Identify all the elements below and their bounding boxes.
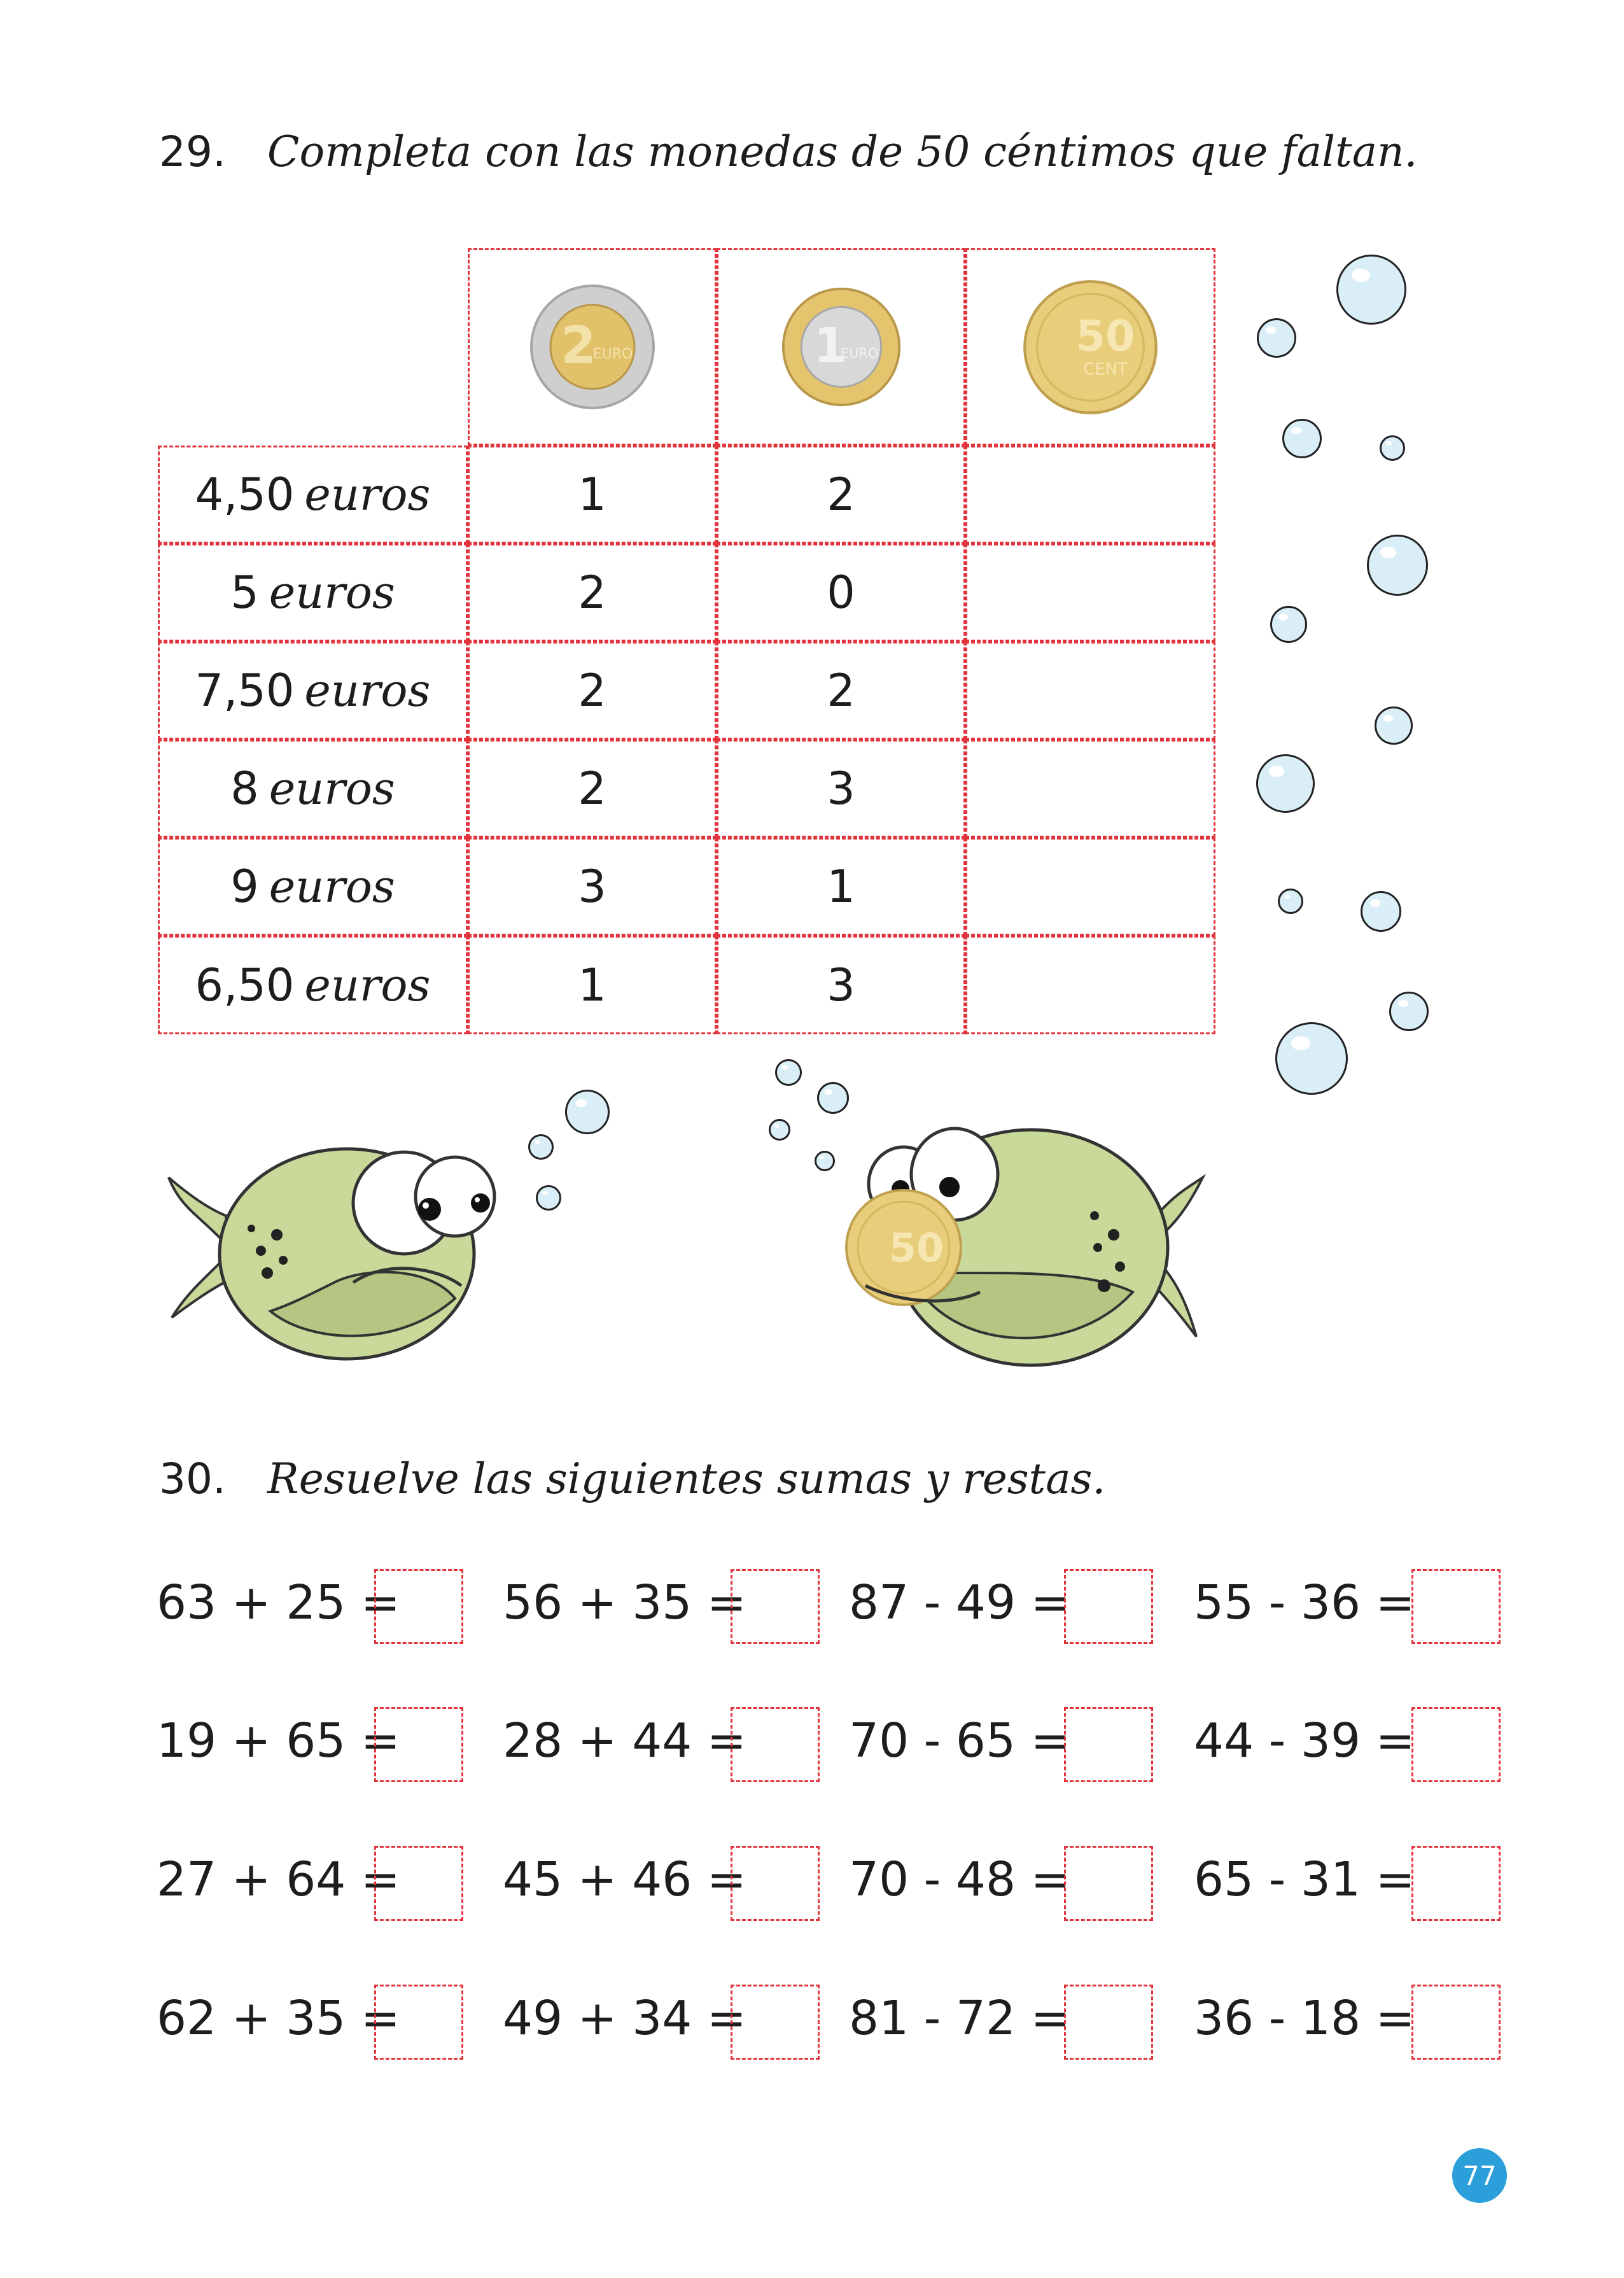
bubble-icon	[536, 1185, 561, 1211]
answer-box[interactable]	[731, 1707, 820, 1782]
amount-cell	[158, 446, 468, 544]
amount-unit: euros	[304, 664, 431, 717]
answer-box[interactable]	[374, 1985, 463, 2060]
two-euro-count-cell: 1	[468, 936, 717, 1034]
operation-text: 19 + 65 =	[157, 1713, 400, 1768]
fifty-cent-answer-cell[interactable]	[965, 740, 1215, 838]
operation-text: 56 + 35 =	[503, 1575, 746, 1630]
answer-box[interactable]	[731, 1846, 820, 1921]
answer-box[interactable]	[374, 1707, 463, 1782]
one-euro-count-cell: 0	[717, 544, 965, 642]
answer-box[interactable]	[1411, 1707, 1501, 1782]
fish-right-icon	[815, 1082, 1222, 1381]
amount-cell	[158, 740, 468, 838]
answer-box[interactable]	[1064, 1569, 1153, 1644]
bubble-icon	[1270, 606, 1307, 643]
bubble-icon	[1257, 318, 1296, 358]
fifty-cent-coin-icon	[1022, 279, 1159, 416]
two-euro-count-cell: 3	[468, 838, 717, 936]
operation-text: 62 + 35 =	[157, 1991, 400, 2046]
one-euro-count-cell: 1	[717, 838, 965, 936]
exercise-29-title	[159, 127, 1418, 176]
amount-unit: euros	[304, 959, 431, 1011]
answer-box[interactable]	[374, 1569, 463, 1644]
coin-value-label: 2	[560, 316, 596, 375]
bubble-icon	[1375, 707, 1413, 745]
coin-unit-label: EURO	[840, 346, 878, 362]
amount-value: 7,50	[195, 664, 295, 717]
amount-unit: euros	[269, 566, 395, 619]
operation-text: 27 + 64 =	[157, 1852, 400, 1907]
operation-text: 44 - 39 =	[1194, 1713, 1415, 1768]
two-euro-count-cell: 2	[468, 544, 717, 642]
answer-box[interactable]	[1064, 1846, 1153, 1921]
page-number-badge: 77	[1452, 2148, 1507, 2203]
fifty-cent-answer-cell[interactable]	[965, 642, 1215, 740]
operation-text: 65 - 31 =	[1194, 1852, 1415, 1907]
answer-box[interactable]	[731, 1569, 820, 1644]
bubble-icon	[1275, 1022, 1348, 1095]
bubble-icon	[1380, 435, 1405, 461]
coin-value-label: 50	[1075, 311, 1135, 361]
fifty-cent-answer-cell[interactable]	[965, 936, 1215, 1034]
operation-text: 45 + 46 =	[503, 1852, 746, 1907]
bubble-icon	[1278, 889, 1303, 914]
exercise-30-title	[159, 1454, 1105, 1503]
bubble-icon	[1256, 754, 1315, 813]
bubble-icon	[1367, 535, 1428, 596]
fifty-cent-answer-cell[interactable]	[965, 544, 1215, 642]
answer-box[interactable]	[374, 1846, 463, 1921]
coin-value-label: 1	[813, 316, 847, 374]
one-euro-count-cell: 3	[717, 936, 965, 1034]
amount-value: 6,50	[195, 959, 295, 1011]
amount-cell	[158, 544, 468, 642]
answer-box[interactable]	[1064, 1707, 1153, 1782]
operation-text: 70 - 48 =	[849, 1852, 1070, 1907]
coin-header-1-euro	[717, 248, 965, 446]
one-euro-coin-icon	[781, 286, 902, 407]
bubble-icon	[565, 1090, 610, 1134]
fifty-cent-answer-cell[interactable]	[965, 838, 1215, 936]
fish-left-icon	[156, 1107, 512, 1362]
amount-value: 4,50	[195, 468, 295, 521]
two-euro-count-cell: 1	[468, 446, 717, 544]
amount-value: 5	[230, 566, 259, 619]
amount-value: 9	[230, 861, 259, 913]
amount-value: 8	[230, 763, 259, 815]
two-euro-count-cell: 2	[468, 642, 717, 740]
exercise-instruction: Completa con las monedas de 50 céntimos que faltan.	[267, 127, 1418, 176]
amount-cell	[158, 838, 468, 936]
one-euro-count-cell: 2	[717, 642, 965, 740]
answer-box[interactable]	[731, 1985, 820, 2060]
bubble-icon	[775, 1059, 802, 1086]
operation-text: 49 + 34 =	[503, 1991, 746, 2046]
exercise-number: 29.	[159, 127, 226, 176]
one-euro-count-cell: 2	[717, 446, 965, 544]
fifty-cent-answer-cell[interactable]	[965, 446, 1215, 544]
bubble-icon	[1336, 255, 1406, 325]
one-euro-count-cell: 3	[717, 740, 965, 838]
coin-header-2-euro	[468, 248, 717, 446]
bubble-icon	[528, 1134, 554, 1160]
two-euro-count-cell: 2	[468, 740, 717, 838]
operation-text: 70 - 65 =	[849, 1713, 1070, 1768]
coin-unit-label: CENT	[1083, 360, 1128, 379]
operation-text: 87 - 49 =	[849, 1575, 1070, 1630]
answer-box[interactable]	[1411, 1985, 1501, 2060]
bubble-icon	[1361, 891, 1401, 932]
operation-text: 81 - 72 =	[849, 1991, 1070, 2046]
amount-cell	[158, 642, 468, 740]
operation-text: 36 - 18 =	[1194, 1991, 1415, 2046]
operation-text: 63 + 25 =	[157, 1575, 400, 1630]
amount-cell	[158, 936, 468, 1034]
operation-text: 55 - 36 =	[1194, 1575, 1415, 1630]
answer-box[interactable]	[1411, 1569, 1501, 1644]
amount-unit: euros	[269, 763, 395, 815]
coin-unit-label: EURO	[592, 346, 633, 362]
exercise-instruction: Resuelve las siguientes sumas y restas.	[267, 1454, 1106, 1503]
coin-value-label: 50	[888, 1225, 944, 1271]
amount-unit: euros	[269, 861, 395, 913]
bubble-icon	[1389, 992, 1429, 1031]
operation-text: 28 + 44 =	[503, 1713, 746, 1768]
answer-box[interactable]	[1064, 1985, 1153, 2060]
two-euro-coin-icon	[529, 283, 656, 411]
amount-unit: euros	[304, 468, 431, 521]
bubble-icon	[1282, 419, 1322, 458]
fifty-cent-coin-in-mouth-icon	[846, 1190, 961, 1305]
bubble-icon	[769, 1119, 790, 1141]
answer-box[interactable]	[1411, 1846, 1501, 1921]
coin-header-50-cent	[965, 248, 1215, 446]
exercise-number: 30.	[159, 1454, 226, 1503]
